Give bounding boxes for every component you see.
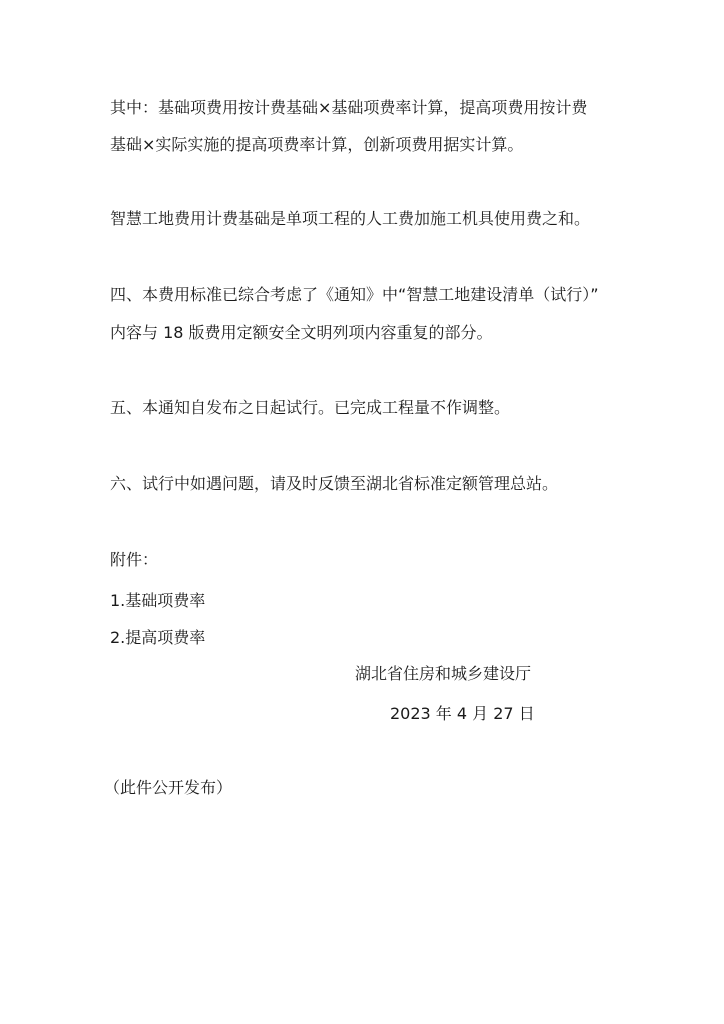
- attachment-item: 2.提高项费率: [110, 628, 206, 647]
- item-six: 六、试行中如遇问题，请及时反馈至湖北省标准定额管理总站。: [110, 474, 559, 493]
- attachment-item: 1.基础项费率: [110, 591, 206, 610]
- item-four-line-2: 内容与 18 版费用定额安全文明列项内容重复的部分。: [110, 323, 493, 342]
- issue-date: 2023 年 4 月 27 日: [390, 704, 535, 723]
- paragraph-fee-basis: 智慧工地费用计费基础是单项工程的人工费加施工机具使用费之和。: [110, 209, 591, 228]
- item-five: 五、本通知自发布之日起试行。已完成工程量不作调整。: [110, 398, 511, 417]
- attachments-heading: 附件：: [110, 550, 159, 569]
- paragraph-calculation-line-1: 其中：基础项费用按计费基础×基础项费率计算，提高项费用按计费: [110, 98, 588, 117]
- issuer-name: 湖北省住房和城乡建设厅: [355, 664, 532, 683]
- publication-note: （此件公开发布）: [104, 778, 233, 797]
- item-four-line-1: 四、本费用标准已综合考虑了《通知》中“智慧工地建设清单（试行）”: [110, 285, 599, 304]
- paragraph-calculation-line-2: 基础×实际实施的提高项费率计算，创新项费用据实计算。: [110, 135, 524, 154]
